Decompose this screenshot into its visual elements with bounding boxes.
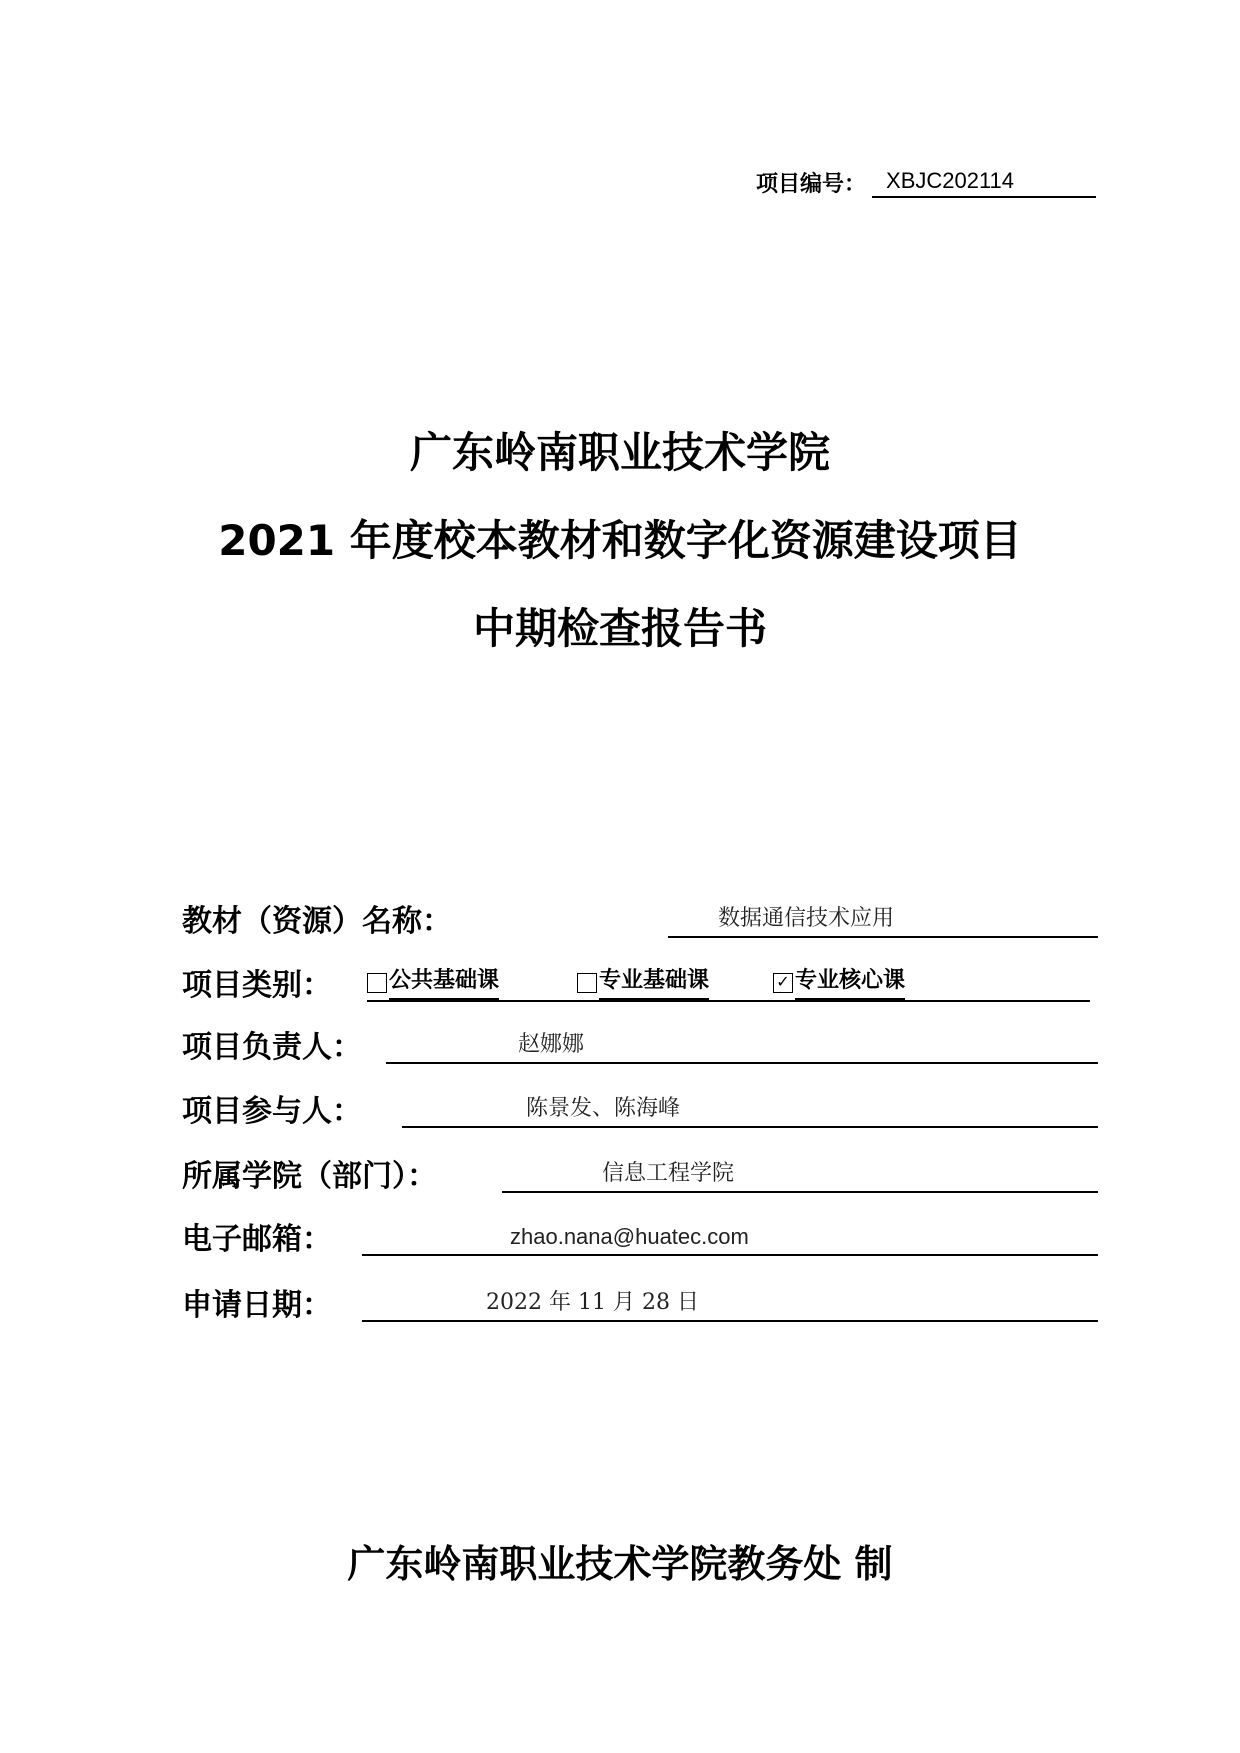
- category-option-major-basic[interactable]: [577, 964, 773, 1000]
- title-line-2: 2021 年度校本教材和数字化资源建设项目: [218, 516, 1022, 565]
- college-label: 所属学院（部门）：: [182, 1159, 437, 1194]
- participants-row: [182, 1084, 1098, 1132]
- category-option-label: 公共基础课: [389, 964, 499, 1000]
- college-row: [182, 1149, 1098, 1197]
- leader-label: 项目负责人：: [182, 1030, 362, 1065]
- checkbox-icon[interactable]: [367, 973, 387, 993]
- category-option-major-core[interactable]: [773, 964, 905, 1000]
- category-option-label: 专业基础课: [599, 964, 709, 1000]
- date-field[interactable]: 2022 年 11 月 28 日: [362, 1286, 1098, 1322]
- title-line-1: 广东岭南职业技术学院: [409, 428, 830, 477]
- leader-field[interactable]: 赵娜娜: [386, 1028, 1098, 1064]
- material-name-row: [182, 894, 1098, 942]
- email-row: [182, 1212, 1098, 1260]
- category-option-label: 专业核心课: [795, 964, 905, 1000]
- participants-field[interactable]: 陈景发、陈海峰: [402, 1092, 1098, 1128]
- category-option-public-basic[interactable]: [367, 964, 577, 1000]
- project-number: [756, 162, 1096, 198]
- project-number-value: XBJC202114: [872, 166, 1096, 198]
- checkbox-checked-icon[interactable]: ✓: [773, 973, 793, 993]
- title-line-3: 中期检查报告书: [472, 604, 767, 653]
- participants-label: 项目参与人：: [182, 1094, 362, 1129]
- date-row: [182, 1278, 1098, 1326]
- email-field[interactable]: zhao.nana@huatec.com: [362, 1220, 1098, 1256]
- project-category-row: [182, 958, 1098, 1006]
- leader-row: [182, 1020, 1098, 1068]
- date-label: 申请日期：: [182, 1288, 332, 1323]
- project-category-options: [367, 964, 1090, 1002]
- issuer-footer: 广东岭南职业技术学院教务处 制: [347, 1542, 893, 1586]
- project-number-label: 项目编号：: [756, 172, 867, 197]
- college-field[interactable]: 信息工程学院: [502, 1157, 1098, 1193]
- document-title: [0, 425, 1240, 689]
- email-label: 电子邮箱：: [182, 1222, 332, 1257]
- material-name-label: 教材（资源）名称：: [182, 904, 452, 939]
- material-name-field[interactable]: 数据通信技术应用: [668, 902, 1098, 938]
- project-category-label: 项目类别：: [182, 968, 332, 1003]
- checkbox-icon[interactable]: [577, 973, 597, 993]
